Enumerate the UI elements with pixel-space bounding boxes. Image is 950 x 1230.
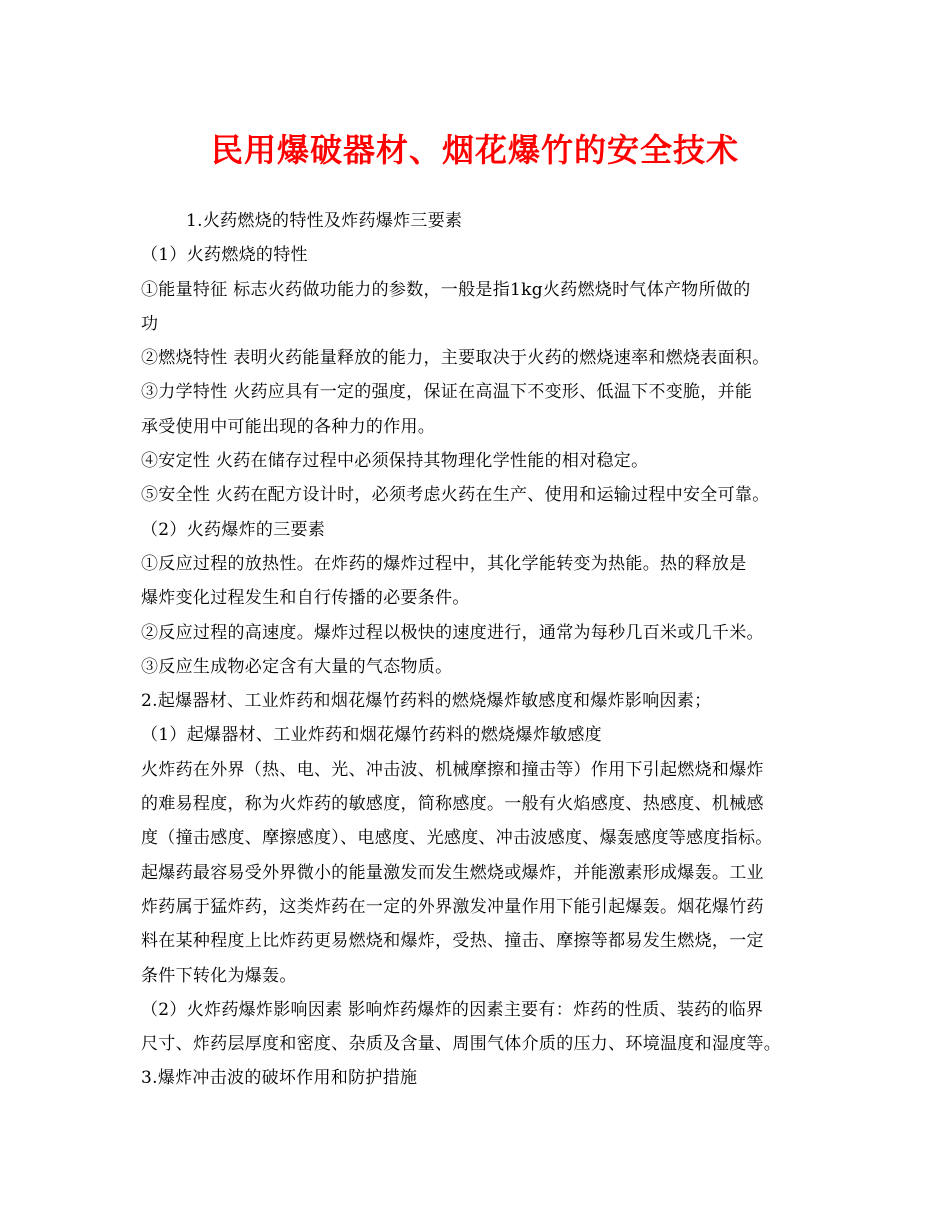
section-heading: 1.火药燃烧的特性及炸药爆炸三要素 (186, 211, 463, 231)
paragraph-line: ②反应过程的高速度。爆炸过程以极快的速度进行，通常为每秒几百米或几千米。 (141, 622, 764, 643)
paragraph-line: 的难易程度，称为火炸药的敏感度，简称感度。一般有火焰感度、热感度、机械感 (141, 794, 764, 815)
paragraph-line: 爆炸变化过程发生和自行传播的必要条件。 (141, 588, 470, 609)
section-heading: 2.起爆器材、工业炸药和烟花爆竹药料的燃烧爆炸敏感度和爆炸影响因素； (141, 691, 712, 712)
paragraph-line: ④安定性 火药在储存过程中必须保持其物理化学性能的相对稳定。 (141, 451, 649, 472)
paragraph-line: 料在某种程度上比炸药更易燃烧和爆炸，受热、撞击、摩擦等都易发生燃烧，一定 (141, 931, 764, 952)
paragraph-line: ③反应生成物必定含有大量的气态物质。 (141, 656, 453, 677)
subsection-heading: （2）火药爆炸的三要素 (141, 519, 326, 540)
paragraph-line: 度（撞击感度、摩擦感度）、电感度、光感度、冲击波感度、爆轰感度等感度指标。 (141, 828, 773, 849)
paragraph-line: ①能量特征 标志火药做功能力的参数，一般是指1kg火药燃烧时气体产物所做的 (141, 279, 751, 300)
paragraph-line: 炸药属于猛炸药，这类炸药在一定的外界激发冲量作用下能引起爆轰。烟花爆竹药 (141, 896, 764, 917)
paragraph-line: 火炸药在外界（热、电、光、冲击波、机械摩擦和撞击等）作用下引起燃烧和爆炸 (141, 759, 764, 780)
paragraph-line: 起爆药最容易受外界微小的能量激发而发生燃烧或爆炸，并能激素形成爆轰。工业 (141, 862, 764, 883)
paragraph-line: 尺寸、炸药层厚度和密度、杂质及含量、周围气体介质的压力、环境温度和湿度等。 (141, 1034, 782, 1055)
subsection-heading: （1）火药燃烧的特性 (141, 245, 308, 266)
document-body (141, 204, 821, 1096)
document-title: 民用爆破器材、烟花爆竹的安全技术 (210, 131, 739, 169)
paragraph-line: ①反应过程的放热性。在炸药的爆炸过程中，其化学能转变为热能。热的释放是 (141, 553, 747, 574)
paragraph-line: ②燃烧特性 表明火药能量释放的能力，主要取决于火药的燃烧速率和燃烧表面积。 (141, 348, 770, 369)
subsection-heading: （1）起爆器材、工业炸药和烟花爆竹药料的燃烧爆炸敏感度 (141, 725, 602, 746)
section-heading: 3.爆炸冲击波的破坏作用和防护措施 (141, 1068, 418, 1089)
paragraph-line: 条件下转化为爆轰。 (141, 965, 297, 986)
paragraph-line: 承受使用中可能出现的各种力的作用。 (141, 416, 436, 437)
paragraph-line: 功 (141, 313, 159, 334)
paragraph-line: （2）火炸药爆炸影响因素 影响炸药爆炸的因素主要有：炸药的性质、装药的临界 (141, 999, 764, 1020)
paragraph-line: ⑤安全性 火药在配方设计时，必须考虑火药在生产、使用和运输过程中安全可靠。 (141, 485, 770, 506)
paragraph-line: ③力学特性 火药应具有一定的强度，保证在高温下不变形、低温下不变脆，并能 (141, 382, 753, 403)
